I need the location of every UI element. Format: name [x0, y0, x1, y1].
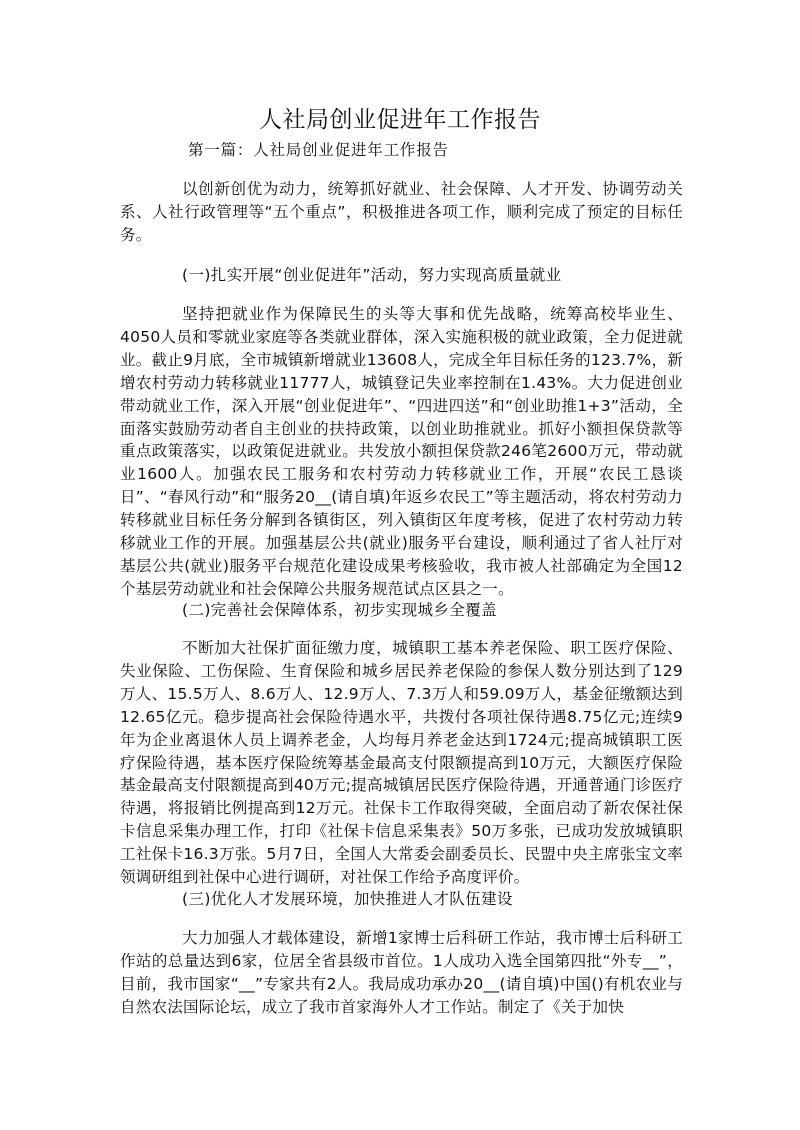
intro-paragraph: 以创新创优为动力，统筹抓好就业、社会保障、人才开发、协调劳动关系、人社行政管理等“五个重点”，积极推进各项工作，顺利完成了预定的目标任务。	[120, 180, 683, 244]
section-1-body: 坚持把就业作为保障民生的头等大事和优先战略，统筹高校毕业生、4050人员和零就业家庭等各类就业群体，深入实施积极的就业政策，全力促进就业。截止9月底，全市城镇新增就业13608人，完成全年目标任务的123.7%，新增农村劳动力转移就业11777人，城镇登记失业率控制在1.43%。大力促进创业带动就业工作，深入开展“创业促进年”、“四进四送”和“创业助推1+3”活动，全面落实鼓励劳动者自主创业的扶持政策，以创业助推就业。抓好小额担保贷款等重点政策落实，以政策促进就业。共发放小额担保贷款246笔2600万元，带动就业1600人。加强农民工服务和农村劳动力转移就业工作，开展“农民工恳谈日”、“春风行动”和“服务20__(请自填)年返乡农民工”等主题活动，将农村劳动力转移就业目标任务分解到各镇街区，列入镇街区年度考核，促进了农村劳动力转移就业工作的开展。加强基层公共(就业)服务平台建设，顺利通过了省人社厅对基层公共(就业)服务平台规范化建设成果考核验收，我市被人社部确定为全国12个基层劳动就业和社会保障公共服务规范试点区县之一。	[120, 305, 683, 598]
document-title: 人社局创业促进年工作报告	[259, 107, 541, 133]
section-3-body: 大力加强人才载体建设，新增1家博士后科研工作站，我市博士后科研工作站的总量达到6家，位居全省县级市首位。1人成功入选全国第四批“外专__”，目前，我市国家“__”专家共有2人。我局成功承办20__(请自填)中国()有机农业与自然农法国际论坛，成立了我市首家海外人才工作站。制定了《关于加快	[120, 929, 683, 1016]
section-2-heading: (二)完善社会保障体系，初步实现城乡全覆盖	[182, 601, 497, 619]
document-subtitle: 第一篇：人社局创业促进年工作报告	[188, 141, 449, 159]
section-3-heading: (三)优化人才发展环境，加快推进人才队伍建设	[182, 890, 513, 908]
section-2-body: 不断加大社保扩面征缴力度，城镇职工基本养老保险、职工医疗保险、失业保险、工伤保险、生育保险和城乡居民养老保险的参保人数分别达到了129万人、15.5万人、8.6万人、12.9万人、7.3万人和59.09万人，基金征缴额达到12.65亿元。稳步提高社会保险待遇水平，共拨付各项社保待遇8.75亿元;连续9年为企业离退休人员上调养老金，人均每月养老金达到1724元;提高城镇职工医疗保险待遇，基本医疗保险统筹基金最高支付限额提高到10万元，大额医疗保险基金最高支付限额提高到40万元;提高城镇居民医疗保险待遇，开通普通门诊医疗待遇，将报销比例提高到12万元。社保卡工作取得突破，全面启动了新农保社保卡信息采集办理工作，打印《社保卡信息采集表》50万多张，已成功发放城镇职工社保卡16.3万张。5月7日，全国人大常委会副委员长、民盟中央主席张宝文率领调研组到社保中心进行调研，对社保工作给予高度评价。	[120, 639, 683, 887]
section-1-heading: (一)扎实开展“创业促进年”活动，努力实现高质量就业	[182, 266, 562, 284]
